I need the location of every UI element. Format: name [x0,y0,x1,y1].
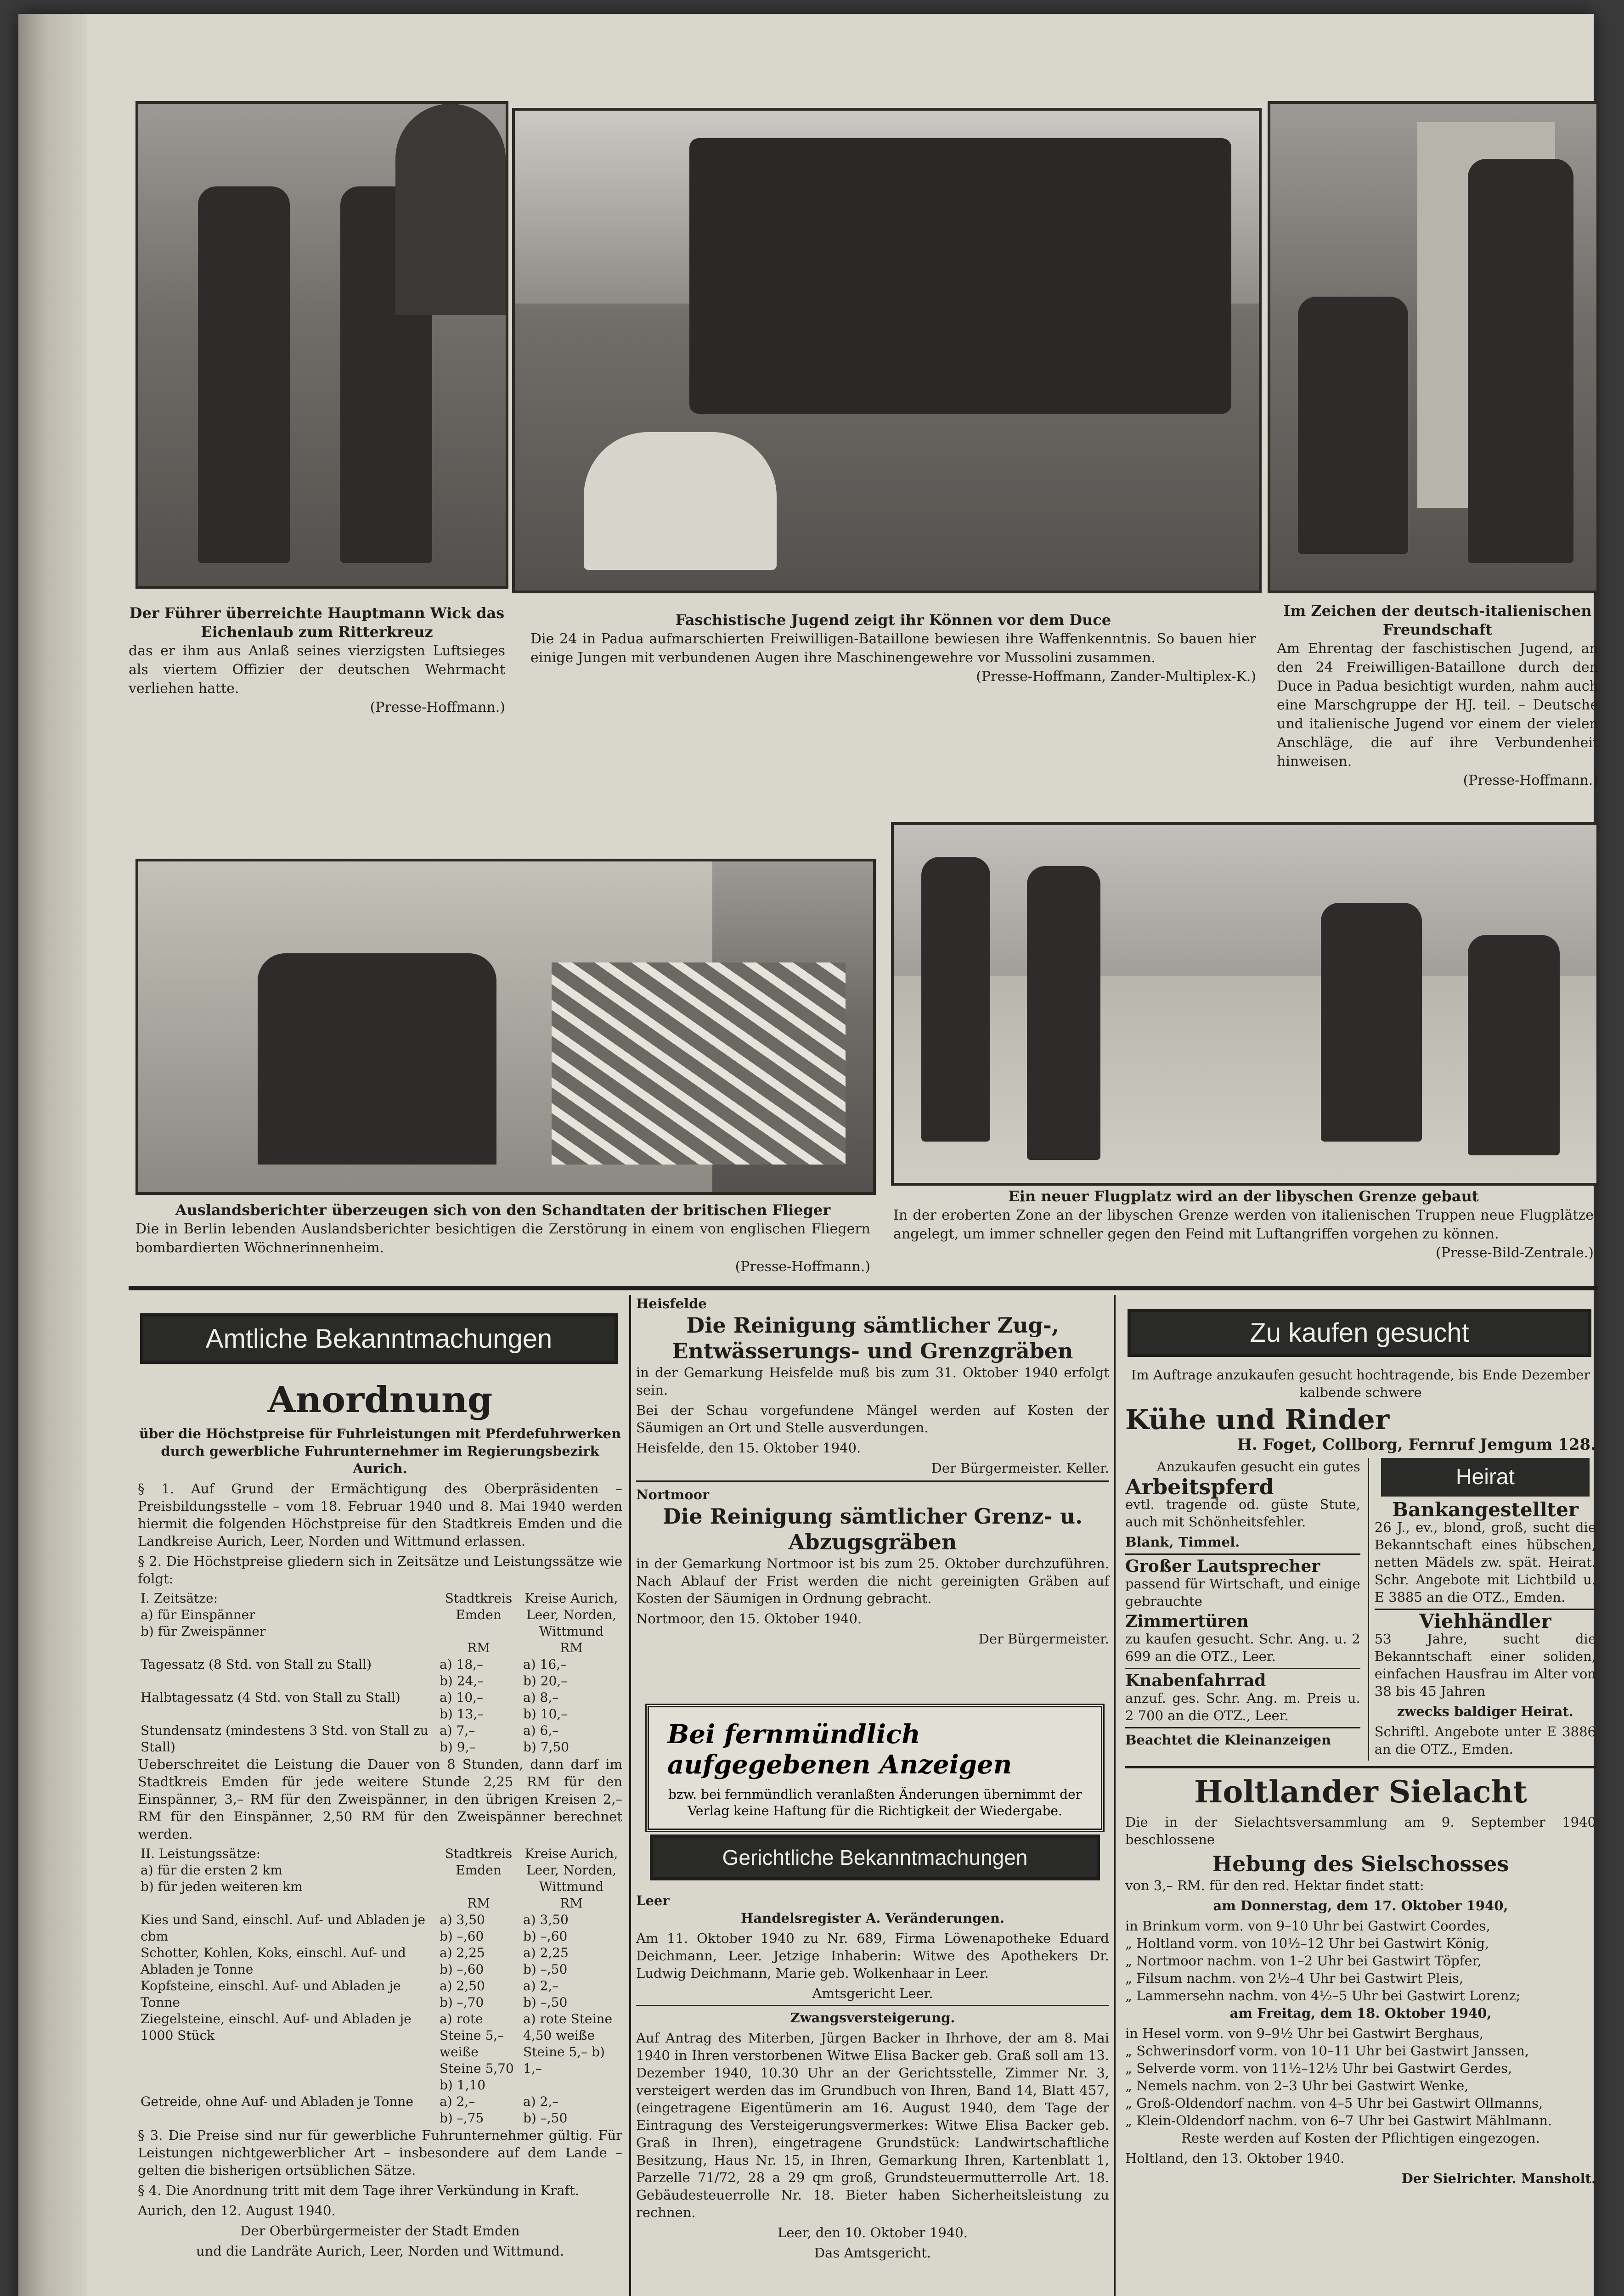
ad-text: evtl. tragende od. güste Stute, auch mit Schönheitsfehler. [1125,1497,1360,1530]
ad-text: anzuf. ges. Schr. Ang. m. Preis u. 2 700 an die OTZ., Leer. [1125,1690,1360,1723]
caption-title: Ein neuer Flugplatz wird an der libyschen Grenze gebaut [1008,1187,1479,1205]
caption-body: Die in Berlin lebenden Auslandsberichter besichtigen die Zerstörung in einem von englischen Fliegern bombardierten Wöchnerinnenheim. [135,1221,870,1256]
schedule-list-2 [1125,2025,1596,2129]
notice-text: in der Gemarkung Heisfelde muß bis zum 31. Oktober 1940 erfolgt sein. [636,1365,1109,1398]
column-rule-1 [629,1295,631,2296]
caption-body: In der eroberten Zone an der libyschen Grenze werden von italienischen Truppen neue Flugplätze angelegt, um immer schneller gegen den Feind mit Luftangriffen vorgehen zu können. [893,1207,1594,1242]
caption-title: Im Zeichen der deutsch-italienischen Freundschaft [1283,602,1592,638]
column-middle [636,1295,1109,1650]
notice-date: Nortmoor, den 15. Oktober 1940. [636,1611,862,1626]
banner-heirat: Heirat [1381,1458,1589,1497]
column-right [1125,1366,1596,2190]
court-signature: Das Amtsgericht. [814,2245,931,2261]
column-rule-2 [1114,1295,1116,2296]
banner-gerichtliche-bekanntmachungen: Gerichtliche Bekanntmachungen [650,1835,1100,1880]
ad-notice-kleinanzeigen: Beachtet die Kleinanzeigen [1125,1732,1331,1748]
caption-bombing [135,1201,870,1276]
photo-german-italian-youth [1268,101,1599,593]
newspaper-page [18,14,1598,2296]
notice-text: Bei der Schau vorgefundene Mängel werden auf Kosten der Säumigen an Ort und Stelle ausverdungen. [636,1402,1109,1435]
photo-credit: (Presse-Hoffmann.) [735,1259,870,1275]
schedule-list-1 [1125,1917,1596,2004]
photo-bombed-maternity-home [135,859,876,1195]
ad-heading-cattle-dealer: Viehhändler [1419,1610,1551,1632]
ad-text: 26 J., ev., blond, groß, sucht die Bekanntschaft eines hübschen, netten Mädels zw. spät. Heirat. Schr. Angebote mit Lichtbild u. E 3885 an die OTZ., Emden. [1374,1519,1596,1605]
court-heading-register: Handelsregister A. Veränderungen. [740,1910,1005,1926]
column-amtliche [138,1375,622,2262]
list-item: „ Selverde vorm. von 11½–12½ Uhr bei Gastwirt Gerdes, [1125,2060,1512,2076]
ad-text: 53 Jahre, sucht die Bekanntschaft einer soliden, einfachen Hausfrau im Alter von 38 bis 45 Jahren [1374,1631,1596,1699]
list-item: „ Groß-Oldendorf nachm. von 4–5 Uhr bei Gastwirt Ollmanns, [1125,2095,1543,2111]
notice-text: von 3,– RM. für den red. Hektar findet statt: [1125,1878,1424,1893]
anordnung-paragraph-2: § 2. Die Höchstpreise gliedern sich in Zeitsätze und Leistungssätze wie folgt: [138,1553,622,1587]
schedule-day-2: am Freitag, dem 18. Oktober 1940, [1229,2005,1492,2021]
ad-text: Anzukaufen gesucht ein gutes [1156,1459,1360,1474]
list-item: „ Lammersehn nachm. von 4½–5 Uhr bei Gastwirt Lorenz; [1125,1988,1521,2003]
notice-location-nortmoor: Nortmoor [636,1487,710,1503]
rates-table-zeitsaetze: I. Zeitsätze: a) für Einspänner b) für Zweispänner Stadtkreis Emden Kreise Aurich, Leer, Norden, Wittmund RM RM Tagessatz (8 Std. von Stall zu Stall) a) 18,– b) 24,– a) 16,– b) 20,– Halbtagessatz (4 Std. von Stall zu Stall) a) 10,– b) 13,– a) 8,– b) 10,– Stundensatz (mindestens 3 Std. von Stall zu Stall) a) 7,– b) 9,– a) 6,– b) 7,50 [138,1590,622,1756]
list-item: „ Schwerinsdorf vorm. von 10–11 Uhr bei Gastwirt Janssen, [1125,2043,1529,2059]
ad-text: zu kaufen gesucht. Schr. Ang. u. 2 699 an die OTZ., Leer. [1125,1631,1360,1664]
list-item: „ Holtland vorm. von 10½–12 Uhr bei Gastwirt König, [1125,1936,1489,1951]
caption-duce [530,611,1256,686]
banner-zu-kaufen-gesucht: Zu kaufen gesucht [1128,1309,1591,1357]
anordnung-paragraph-1: § 1. Auf Grund der Ermächtigung des Oberpräsidenten – Preisbildungsstelle – vom 18. Februar 1940 und 8. Mai 1940 werden hiermit die folgenden Höchstpreise für den Stadtkreis Emden und die Landkreise Aurich, Leer, Norden und Wittmund erlassen. [138,1481,622,1549]
notice-signature: Der Bürgermeister. Keller. [931,1460,1109,1476]
list-item: in Hesel vorm. von 9–9½ Uhr bei Gastwirt Berghaus, [1125,2026,1484,2041]
ad-heading-bicycle: Knabenfahrrad [1125,1671,1266,1690]
column-middle-court [636,1892,1109,2264]
photo-credit: (Presse-Hoffmann.) [370,699,505,715]
caption-wick [129,604,505,717]
notice-text: in der Gemarkung Nortmoor ist bis zum 25. Oktober durchzuführen. Nach Ablauf der Frist werden die nicht gereinigten Gräben auf Kosten der Säumigen in Ordnung gebracht. [636,1556,1109,1606]
photo-fuehrer-wick [135,101,508,589]
table-row: Ziegelsteine, einschl. Auf- und Abladen je 1000 Stück a) rote Steine 5,– weiße Steine 5,70 b) 1,10 a) rote Steine 4,50 weiße Steine 5,– b) 1,– [141,2011,613,2093]
caption-title: Der Führer überreichte Hauptmann Wick das Eichenlaub zum Ritterkreuz [129,604,505,641]
ad-heading-speaker: Großer Lautsprecher [1125,1557,1320,1576]
box-heading: Bei fernmündlich aufgegebenen Anzeigen [667,1719,1012,1780]
table-row: Kopfsteine, einschl. Auf- und Abladen je Tonne a) 2,50 b) –,70 a) 2,– b) –,50 [141,1978,568,2010]
anordnung-signature-1: Der Oberbürgermeister der Stadt Emden [240,2223,520,2239]
court-text: Am 11. Oktober 1940 zu Nr. 689, Firma Löwenapotheke Eduard Deichmann, Leer. Jetzige Inhaberin: Witwe des Apothekers Dr. Ludwig Deichmann, Marie geb. Wolkenhaar in Leer. [636,1930,1109,1981]
table-row: Kies und Sand, einschl. Auf- und Abladen je cbm a) 3,50 b) –,60 a) 3,50 b) –,60 [141,1912,569,1944]
rates-table-leistungssaetze: II. Leistungssätze: a) für die ersten 2 km b) für jeden weiteren km Stadtkreis Emden Kreise Aurich, Leer, Norden, Wittmund RM RM Kies und Sand, einschl. Auf- und Abladen je cbm a) 3,50 b) –,60 a) 3,50 b) –,60 Schotter, Kohlen, Koks, einschl. Auf- und Abladen je Tonne a) 2,25 b) –,60 a) 2,25 b) –,50 Kopfsteine, einschl. Auf- und Abladen je Tonne a) 2,50 b) –,70 a) 2,– b) –,50 Ziegelsteine, einschl. Auf- und Abladen je 1000 Stück a) rote Steine 5,– weiße Steine 5,70 b) 1,10 a) rote Steine 4,50 weiße Steine 5,– b) 1,– Getreide, ohne Auf- und Abladen je Tonne a) 2,– b) –,75 a) 2,– b) –,50 [138,1846,622,2127]
divider [636,1480,1109,1482]
photo-libyan-airfield [891,822,1599,1186]
ad-text: Im Auftrage anzukaufen gesucht hochtragende, bis Ende Dezember kalbende schwere [1131,1367,1590,1400]
caption-friendship [1277,602,1598,790]
notice-heading-sielacht: Holtlander Sielacht [1194,1774,1527,1810]
photo-credit: (Presse-Hoffmann.) [1463,772,1598,788]
list-item: in Brinkum vorm. von 9–10 Uhr bei Gastwirt Coordes, [1125,1918,1490,1934]
notice-heading-heisfelde: Die Reinigung sämtlicher Zug-, Entwässerungs- und Grenzgräben [672,1313,1073,1363]
notice-location-leer: Leer [636,1893,670,1908]
court-text: Auf Antrag des Miterben, Jürgen Backer in Ihrhove, der am 8. Mai 1940 in Ihren verstorbenen Witwe Elisa Backer geb. Graß soll am 13. Dezember 1940, 10.30 Uhr an der Gerichtsstelle, Zimmer Nr. 3, versteigert werden das im Grundbuch von Ihren, Band 14, Blatt 457, (eingetragene Eigentümerin am 16. August 1940, dem Tage der Eintragung des Versteigerungsvermerkes: Witwe Elisa Backer geb. Graß in Ihren), eingetragene Grundstück: Landwirtschaftliche Besitzung, Haus Nr. 15, in Ihren, Gemarkung Ihren, Kartenblatt 1, Parzelle 71/72, 28 a 29 qm groß, Grundsteuermutterrolle Art. 18. Gebäudesteuerrolle Nr. 18. Bieter haben Sicherheitsleistung zu rechnen. [636,2030,1109,2220]
ad-heading-cattle: Kühe und Rinder [1125,1404,1390,1436]
notice-signature: Der Bürgermeister. [978,1631,1109,1647]
box-text: bzw. bei fernmündlich veranlaßten Änderungen übernimmt der Verlag keine Haftung für die Richtigkeit der Wiedergabe. [668,1787,1082,1818]
anordnung-subtitle: über die Höchstpreise für Fuhrleistungen mit Pferdefuhrwerken durch gewerbliche Fuhrunternehmer im Regierungsbezirk Aurich. [139,1426,621,1476]
notice-date: Heisfelde, den 15. Oktober 1940. [636,1440,861,1456]
caption-body: Die 24 in Padua aufmarschierten Freiwilligen-Bataillone bewiesen ihre Waffenkenntnis. So bauen hier einige Jungen mit verbundenen Augen ihre Maschinengewehre vor Mussolini zusammen. [530,631,1256,666]
ads-left-subcolumn [1125,1458,1360,1761]
notice-heading-nortmoor: Die Reinigung sämtlicher Grenz- u. Abzugsgräben [662,1504,1083,1554]
notice-box-phone-ads [645,1704,1105,1832]
anordnung-paragraph-5: § 4. Die Anordnung tritt mit dem Tage ihrer Verkündung in Kraft. [138,2183,580,2198]
list-item: „ Nemels nachm. von 2–3 Uhr bei Gastwirt Wenke, [1125,2078,1469,2093]
ad-heading-horse: Arbeitspferd [1125,1474,1274,1499]
anordnung-paragraph-4: § 3. Die Preise sind nur für gewerbliche Fuhrunternehmer gültig. Für Leistungen nichtgewerblicher Art – insbesondere auf dem Lande – gelten die bisherigen ortsüblichen Sätze. [138,2127,622,2178]
ad-text: Schriftl. Angebote unter E 3886 an die OTZ., Emden. [1374,1724,1596,1757]
photo-duce-youth [512,108,1262,593]
photo-credit: (Presse-Hoffmann, Zander-Multiplex-K.) [976,669,1256,685]
ad-heading-bank-clerk: Bankangestellter [1392,1498,1579,1521]
anordnung-title: Anordnung [267,1379,493,1421]
table-row: Tagessatz (8 Std. von Stall zu Stall) a) 18,– b) 24,– a) 16,– b) 20,– [141,1657,568,1688]
ads-heirat-subcolumn [1368,1458,1596,1761]
notice-heading-sielschoss: Hebung des Sielschosses [1212,1851,1509,1876]
notice-signature: Der Sielrichter. Mansholt. [1401,2171,1596,2186]
caption-body: das er ihm aus Anlaß seines vierzigsten Luftsieges als viertem Offizier der deutschen Wehrmacht verliehen hatte. [129,643,505,697]
table-row: Getreide, ohne Auf- und Abladen je Tonne a) 2,– b) –,75 a) 2,– b) –,50 [141,2094,568,2126]
table-row: Schotter, Kohlen, Koks, einschl. Auf- und Abladen je Tonne a) 2,25 b) –,60 a) 2,25 b) –,50 [141,1945,569,1977]
caption-body: Am Ehrentag der faschistischen Jugend, an den 24 Freiwilligen-Bataillone durch den Duce in Padua besichtigt wurden, nahm auch eine Marschgruppe der HJ. teil. – Deutsche und italienische Jugend vor einem der vielen Anschläge, die auf ihre Verbundenheit hinweisen. [1277,641,1598,770]
notice-date: Holtland, den 13. Oktober 1940. [1125,2150,1345,2166]
ad-text: passend für Wirtschaft, und einige gebrauchte [1125,1576,1360,1609]
section-divider [129,1286,1598,1290]
banner-amtliche-bekanntmachungen: Amtliche Bekanntmachungen [140,1313,618,1364]
page-binding-edge [18,14,87,2296]
caption-title: Auslandsberichter überzeugen sich von den Schandtaten der britischen Flieger [175,1201,831,1219]
photo-credit: (Presse-Bild-Zentrale.) [1435,1245,1594,1261]
table-row: Stundensatz (mindestens 3 Std. von Stall zu Stall) a) 7,– b) 9,– a) 6,– b) 7,50 [141,1723,570,1755]
court-heading-auction: Zwangsversteigerung. [790,2010,955,2026]
court-signature: Amtsgericht Leer. [812,1986,933,2001]
list-item: „ Filsum nachm. von 2½–4 Uhr bei Gastwirt Pleis, [1125,1970,1464,1986]
list-item: „ Nortmoor nachm. von 1–2 Uhr bei Gastwirt Töpfer, [1125,1953,1482,1969]
notice-text: Reste werden auf Kosten der Pflichtigen eingezogen. [1181,2130,1540,2146]
caption-title: Faschistische Jugend zeigt ihr Können vor dem Duce [675,611,1111,629]
list-item: „ Klein-Oldendorf nachm. von 6–7 Uhr bei Gastwirt Mählmann. [1125,2113,1552,2128]
table-row: Halbtagessatz (4 Std. von Stall zu Stall) a) 10,– b) 13,– a) 8,– b) 10,– [141,1690,568,1722]
ad-heading-doors: Zimmertüren [1125,1612,1249,1631]
notice-text: Die in der Sielachtsversammlung am 9. September 1940 beschlossene [1125,1814,1596,1847]
anordnung-signature-2: und die Landräte Aurich, Leer, Norden und Wittmund. [196,2243,564,2259]
court-date: Leer, den 10. Oktober 1940. [778,2225,968,2240]
anordnung-date: Aurich, den 12. August 1940. [138,2203,336,2218]
schedule-day-1: am Donnerstag, dem 17. Oktober 1940, [1213,1898,1508,1913]
ad-contact: Blank, Timmel. [1125,1534,1240,1550]
ad-contact: H. Foget, Collborg, Fernruf Jemgum 128. [1237,1435,1596,1454]
ad-text: zwecks baldiger Heirat. [1397,1704,1573,1719]
caption-airfield [893,1187,1594,1262]
anordnung-paragraph-3: Ueberschreitet die Leistung die Dauer von 8 Stunden, dann darf im Stadtkreis Emden für jede weitere Stunde 2,25 RM für den Einspänner, 3,– RM für den Zweispänner, in den übrigen Kreisen 2,– RM für den Einspänner, 2,50 RM für den Zweispänner berechnet werden. [138,1756,622,1842]
divider [636,2005,1109,2006]
notice-location-heisfelde: Heisfelde [636,1296,707,1311]
